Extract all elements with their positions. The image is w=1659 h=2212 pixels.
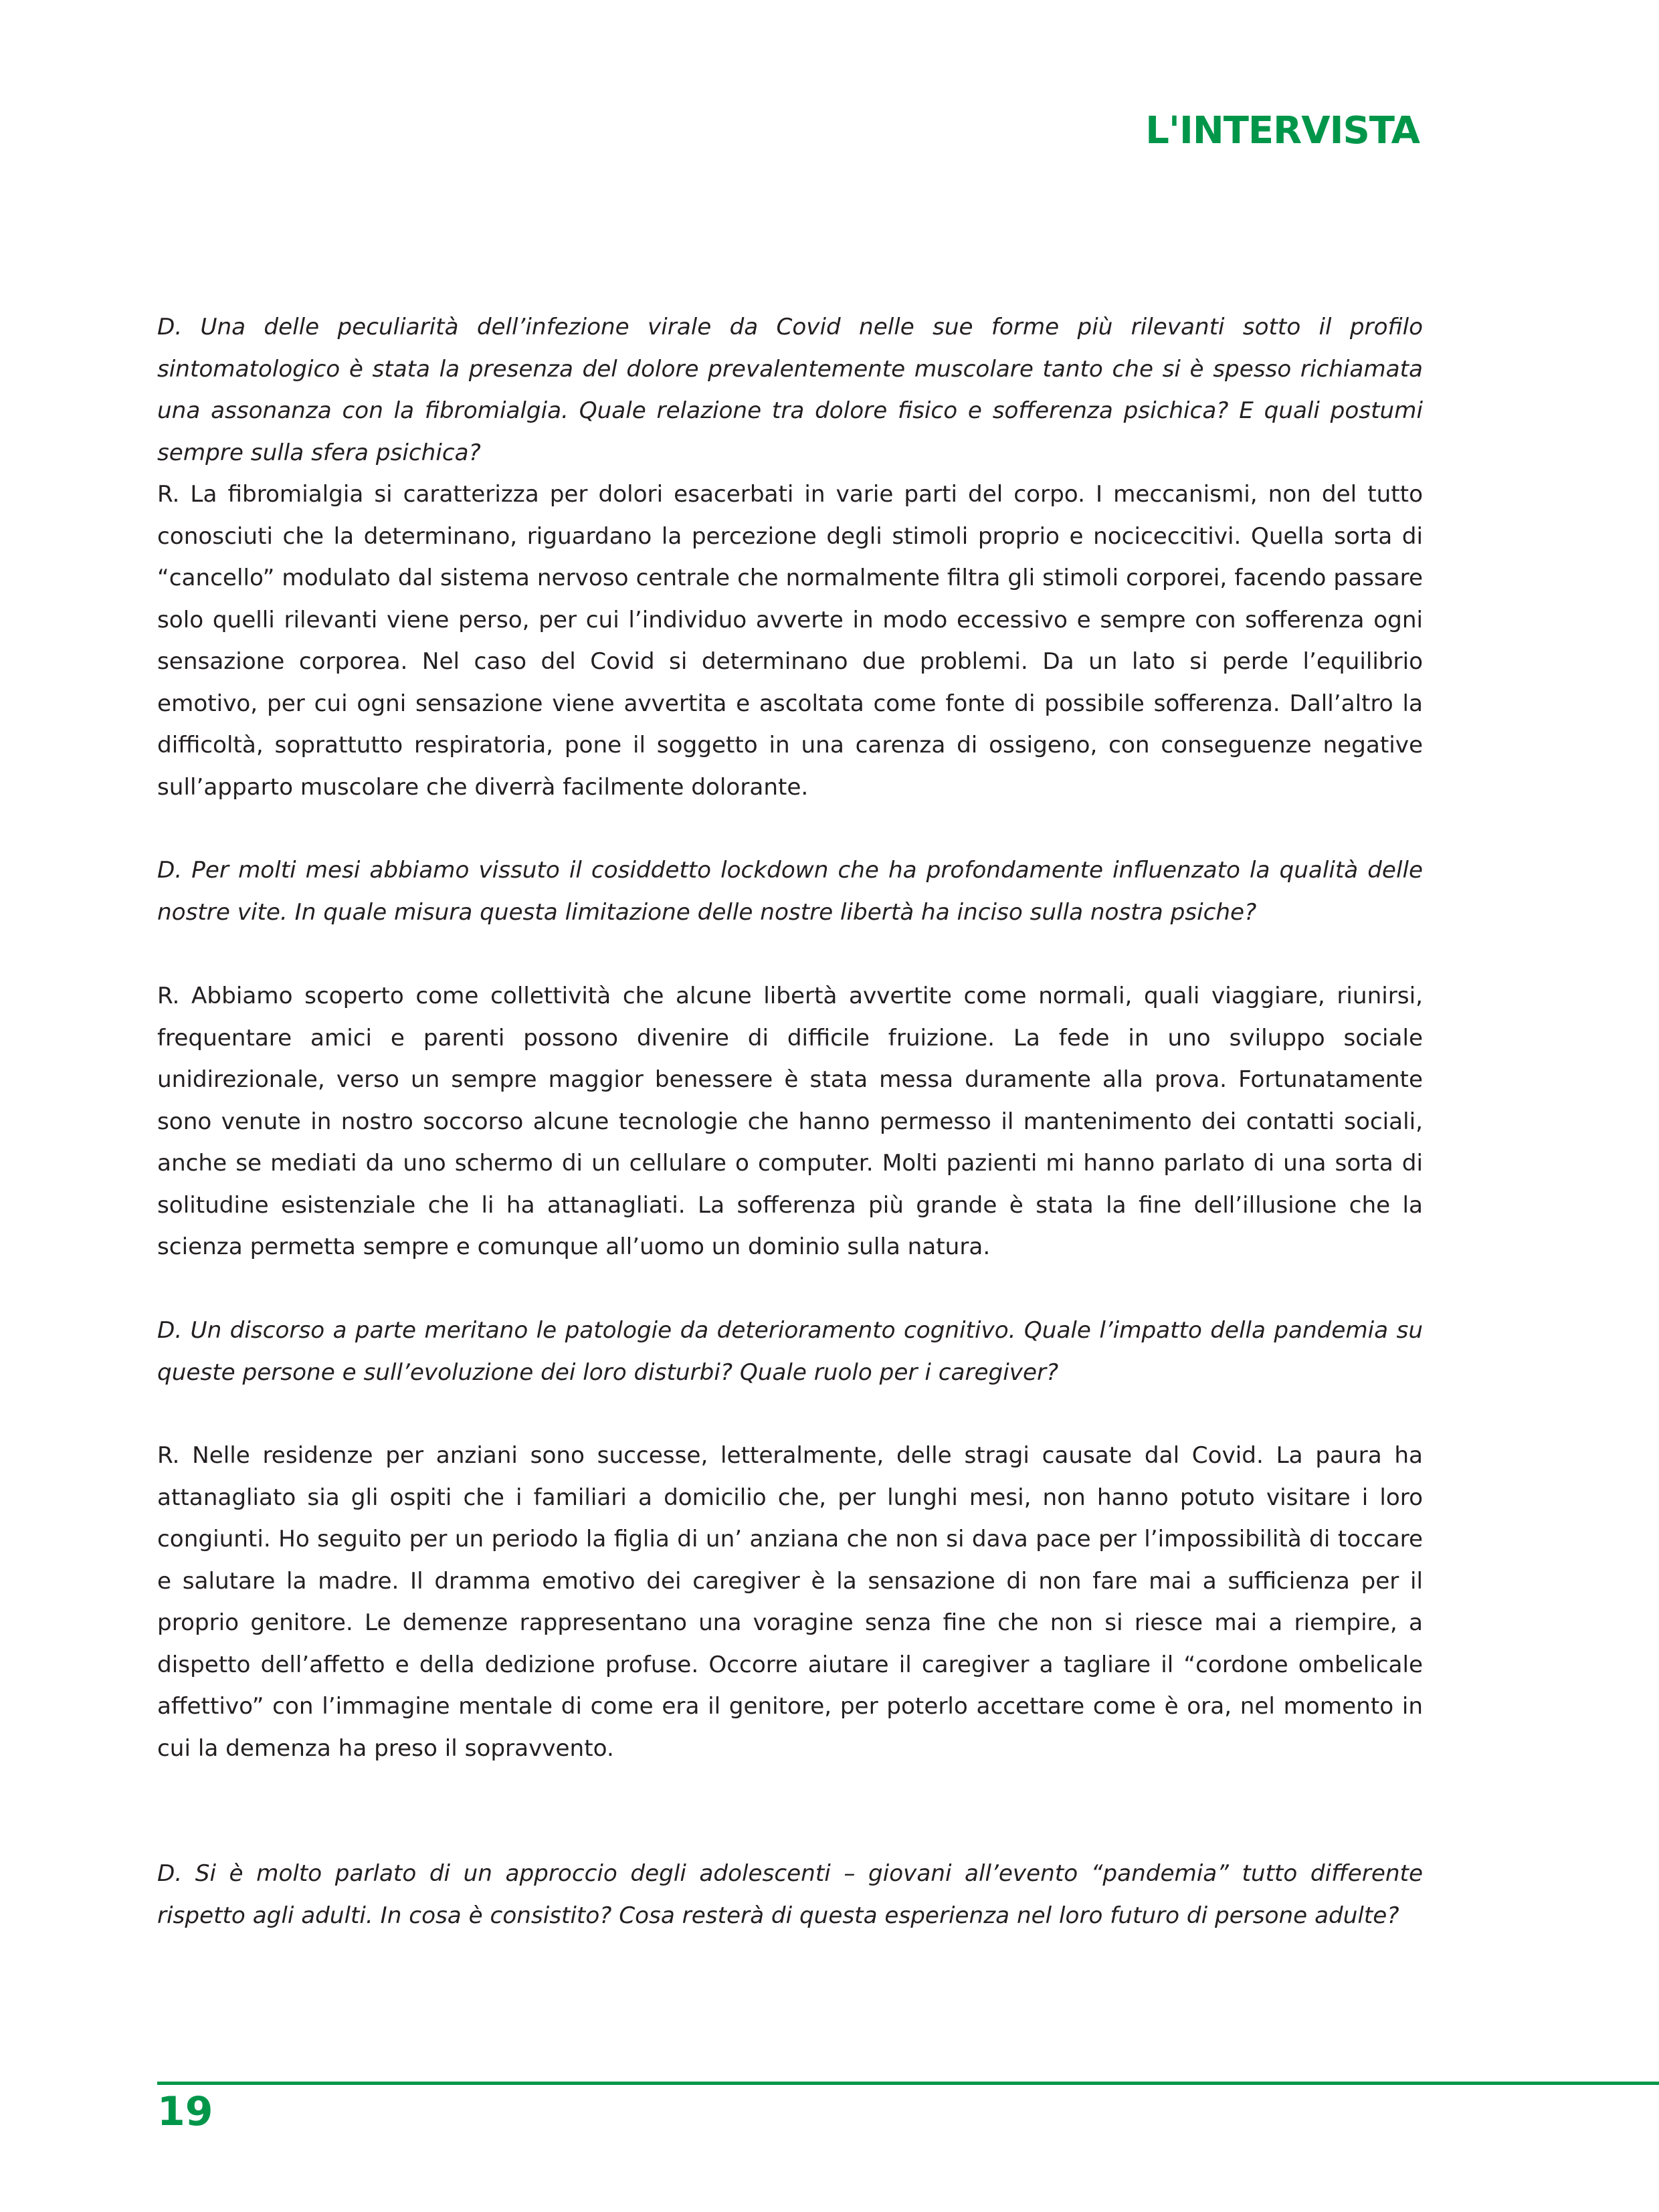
footer-divider	[157, 2082, 1659, 2085]
question-paragraph: D. Per molti mesi abbiamo vissuto il cosiddetto lockdown che ha profondamente influenzato la qualità delle nostre vite. In quale misura questa limitazione delle nostre libertà ha inciso sulla nostra psiche?	[157, 857, 1423, 926]
article-body	[157, 0, 1423, 1993]
question-paragraph: D. Una delle peculiarità dell’infezione virale da Covid nelle sue forme più rilevanti sotto il profilo sintomatologico è stata la presenza del dolore prevalentemente muscolare tanto che si è spesso richiamata una assonanza con la fibromialgia. Quale relazione tra dolore fisico e sofferenza psichica? E quali postumi sempre sulla sfera psichica?	[157, 314, 1423, 466]
section-title: L'INTERVISTA	[1145, 109, 1420, 153]
answer-paragraph: R. Nelle residenze per anziani sono successe, letteralmente, delle stragi causate dal Covid. La paura ha attanagliato sia gli ospiti che i familiari a domicilio che, per lunghi mesi, non hanno potuto visitare i loro congiunti. Ho seguito per un periodo la figlia di un’ anziana che non si dava pace per l’impossibilità di toccare e salutare la madre. Il dramma emotivo dei caregiver è la sensazione di non fare mai a sufficienza per il proprio genitore. Le demenze rappresentano una voragine senza fine che non si riesce mai a riempire, a dispetto dell’affetto e della dedizione profuse. Occorre aiutare il caregiver a tagliare il “cordone ombelicale affettivo” con l’immagine mentale di come era il genitore, per poterlo accettare come è ora, nel momento in cui la demenza ha preso il sopravvento.	[157, 1442, 1423, 1762]
page-number: 19	[157, 2088, 213, 2135]
question-paragraph: D. Un discorso a parte meritano le patologie da deterioramento cognitivo. Quale l’impatto della pandemia su queste persone e sull’evoluzione dei loro disturbi? Quale ruolo per i caregiver?	[157, 1317, 1423, 1386]
question-paragraph: D. Si è molto parlato di un approccio degli adolescenti – giovani all’evento “pandemia” tutto differente rispetto agli adulti. In cosa è consistito? Cosa resterà di questa esperienza nel loro futuro di persone adulte?	[157, 1860, 1423, 1929]
answer-paragraph: R. La fibromialgia si caratterizza per dolori esacerbati in varie parti del corpo. I meccanismi, non del tutto conosciuti che la determinano, riguardano la percezione degli stimoli proprio e nociceccitivi. Quella sorta di “cancello” modulato dal sistema nervoso centrale che normalmente filtra gli stimoli corporei, facendo passare solo quelli rilevanti viene perso, per cui l’individuo avverte in modo eccessivo e sempre con sofferenza ogni sensazione corporea. Nel caso del Covid si determinano due problemi. Da un lato si perde l’equilibrio emotivo, per cui ogni sensazione viene avvertita e ascoltata come fonte di possibile sofferenza. Dall’altro la difficoltà, soprattutto respiratoria, pone il soggetto in una carenza di ossigeno, con conseguenze negative sull’apparto muscolare che diverrà facilmente dolorante.	[157, 481, 1423, 801]
answer-paragraph: R. Abbiamo scoperto come collettività che alcune libertà avvertite come normali, quali viaggiare, riunirsi, frequentare amici e parenti possono divenire di difficile fruizione. La fede in uno sviluppo sociale unidirezionale, verso un sempre maggior benessere è stata messa duramente alla prova. Fortunatamente sono venute in nostro soccorso alcune tecnologie che hanno permesso il mantenimento dei contatti sociali, anche se mediati da uno schermo di un cellulare o computer. Molti pazienti mi hanno parlato di una sorta di solitudine esistenziale che li ha attanagliati. La sofferenza più grande è stata la fine dell’illusione che la scienza permetta sempre e comunque all’uomo un dominio sulla natura.	[157, 983, 1423, 1260]
